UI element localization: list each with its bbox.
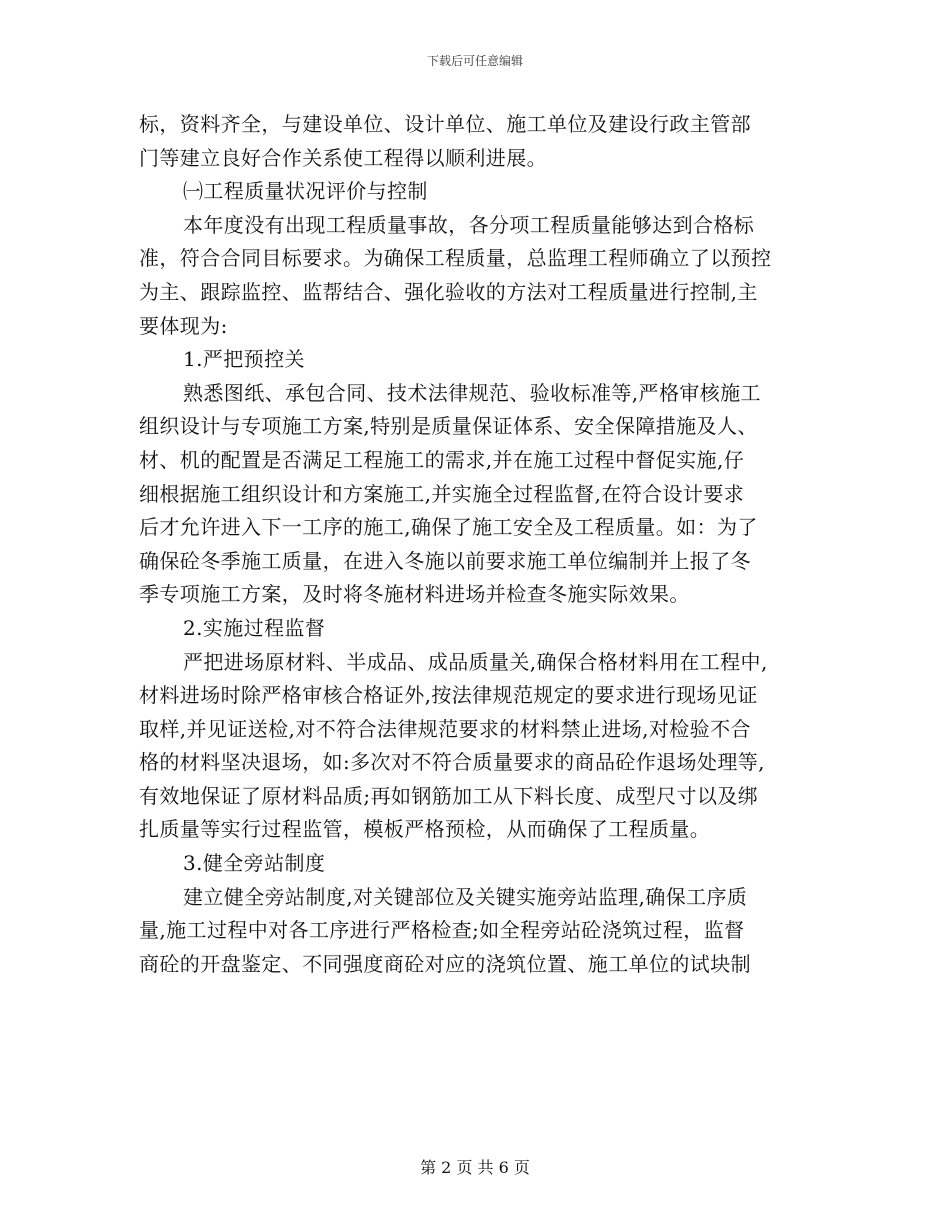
body-line: 为主、跟踪监控、监帮结合、强化验收的方法对工程质量进行控制,主: [139, 279, 758, 304]
body-line: 门等建立良好合作关系使工程得以顺利进展。: [139, 145, 547, 170]
body-line: 取样,并见证送检,对不符合法律规范要求的材料禁止进场,对检验不合: [139, 716, 751, 741]
page-footer: 第 2 页 共 6 页: [420, 1158, 530, 1177]
body-line: 要体现为:: [139, 313, 228, 338]
body-line: 熟悉图纸、承包合同、技术法律规范、验收标准等,严格审核施工: [183, 380, 761, 405]
body-line: 细根据施工组织设计和方案施工,并实施全过程监督,在符合设计要求: [139, 481, 745, 506]
body-line: 本年度没有出现工程质量事故，各分项工程质量能够达到合格标: [183, 212, 755, 237]
body-line: 量,施工过程中对各工序进行严格检查;如全程旁站砼浇筑过程，监督: [139, 918, 745, 943]
body-line: 严把进场原材料、半成品、成品质量关,确保合格材料用在工程中,: [183, 649, 768, 674]
body-line: 有效地保证了原材料品质;再如钢筋加工从下料长度、成型尺寸以及绑: [139, 783, 759, 808]
body-line: 商砼的开盘鉴定、不同强度商砼对应的浇筑位置、施工单位的试块制: [139, 951, 751, 976]
subsection-heading: 3.健全旁站制度: [183, 851, 326, 876]
subsection-heading: 2.实施过程监督: [183, 615, 326, 640]
body-line: 建立健全旁站制度,对关键部位及关键实施旁站监理,确保工序质: [183, 884, 748, 909]
body-line: 扎质量等实行过程监管，模板严格预检，从而确保了工程质量。: [139, 817, 711, 842]
body-line: 确保砼冬季施工质量，在进入冬施以前要求施工单位编制并上报了冬: [139, 548, 751, 573]
body-line: 材、机的配置是否满足工程施工的需求,并在施工过程中督促实施,仔: [139, 447, 745, 472]
document-body: [139, 108, 811, 981]
body-line: 标，资料齐全，与建设单位、设计单位、施工单位及建设行政主管部: [139, 112, 751, 136]
body-line: 材料进场时除严格审核合格证外,按法律规范规定的要求进行现场见证: [139, 683, 758, 708]
body-line: 组织设计与专项施工方案,特别是质量保证体系、安全保障措施及人、: [139, 414, 758, 439]
subsection-heading: 1.严把预控关: [183, 347, 305, 372]
section-heading: ㈠工程质量状况评价与控制: [183, 179, 428, 204]
body-line: 后才允许进入下一工序的施工,确保了施工安全及工程质量。如：为了: [139, 515, 758, 540]
body-line: 季专项施工方案，及时将冬施材料进场并检查冬施实际效果。: [139, 582, 690, 607]
body-line: 准，符合合同目标要求。为确保工程质量，总监理工程师确立了以预控: [139, 246, 772, 271]
page-header: 下载后可任意编辑: [426, 54, 523, 68]
body-line: 格的材料坚决退场，如:多次对不符合质量要求的商品砼作退场处理等,: [139, 750, 765, 775]
